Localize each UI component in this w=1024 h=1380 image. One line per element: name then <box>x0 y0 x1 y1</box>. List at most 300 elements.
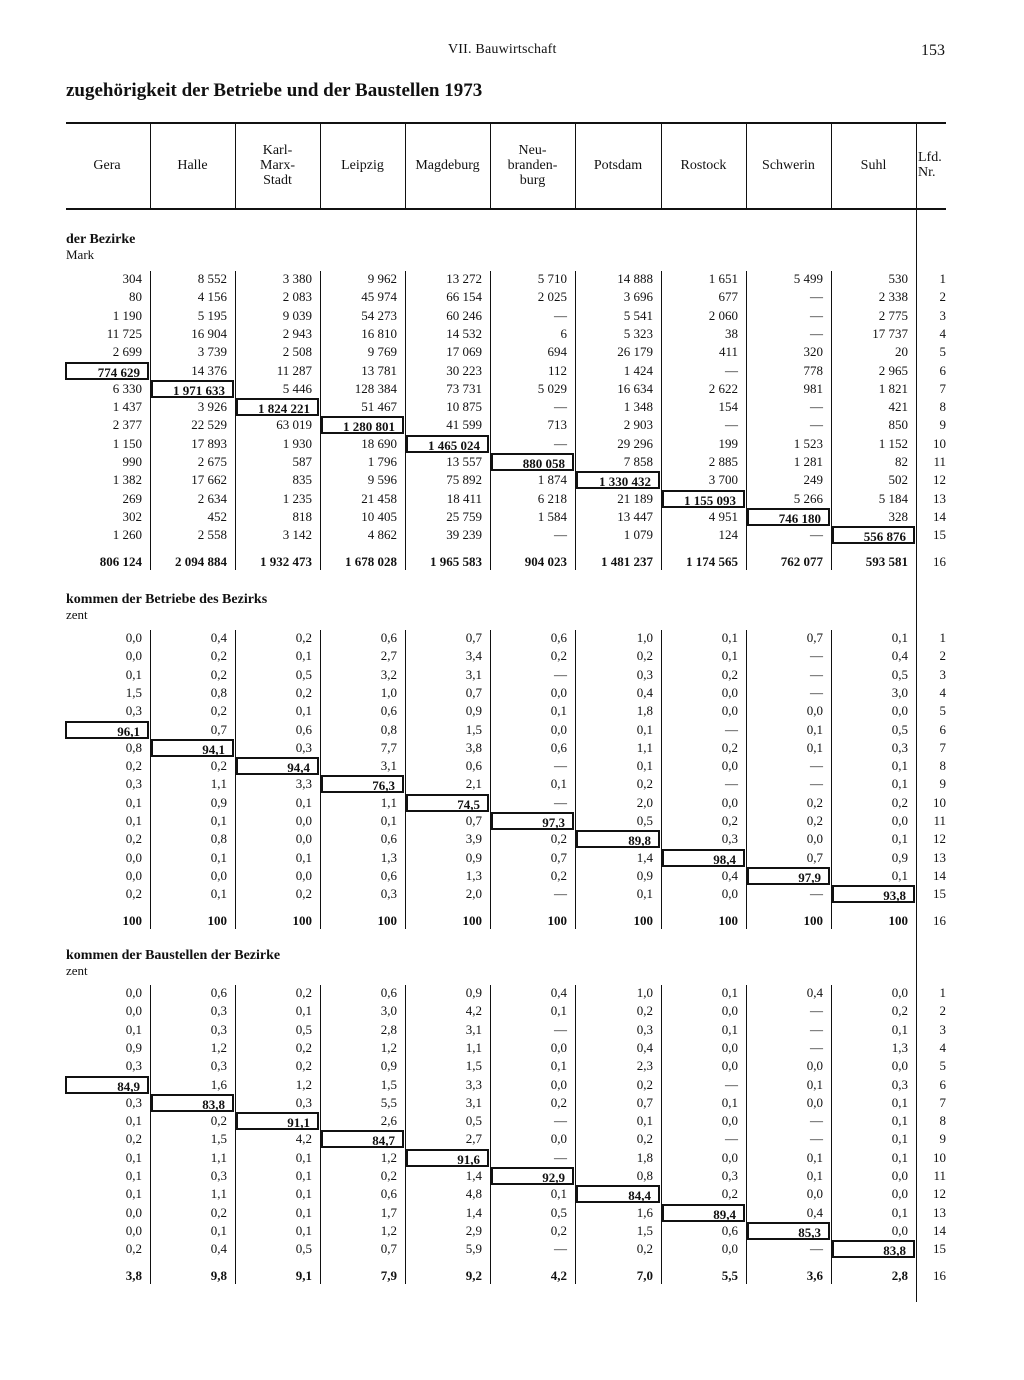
table-cell: 112 <box>547 362 567 378</box>
total-cell: 100 <box>547 912 567 928</box>
table-cell: 9 769 <box>367 344 397 360</box>
table-cell: 0,9 <box>210 794 227 810</box>
table-cell: 0,4 <box>636 684 653 700</box>
table-cell: 0,1 <box>125 1149 142 1165</box>
total-cell: 100 <box>888 912 908 928</box>
table-cell: 0,0 <box>550 684 567 700</box>
table-cell: 9 596 <box>367 472 397 488</box>
table-cell: 2 903 <box>623 417 653 433</box>
table-cell: 2,0 <box>465 886 482 902</box>
table-cell: 0,5 <box>891 721 908 737</box>
table-cell: 17 737 <box>872 325 908 341</box>
table-cell: 1 584 <box>537 508 567 524</box>
table-cell: 2,8 <box>380 1021 397 1037</box>
table-cell: 0,2 <box>295 684 312 700</box>
table-cell: 0,5 <box>465 1113 482 1129</box>
table-cell: 14 532 <box>446 325 482 341</box>
table-cell: 6 330 <box>112 380 142 396</box>
total-cell: 100 <box>718 912 738 928</box>
table-cell: 0,2 <box>295 1058 312 1074</box>
table-cell: 2,9 <box>465 1222 482 1238</box>
column-header-8: Schwerin <box>762 157 815 173</box>
table-cell: 1 079 <box>623 527 653 543</box>
row-number: 2 <box>939 289 946 305</box>
table-cell: 2 634 <box>197 490 227 506</box>
table-cell: 0,6 <box>380 831 397 847</box>
table-cell: 6 <box>560 325 567 341</box>
table-cell: 13 557 <box>446 454 482 469</box>
table-cell: 0,1 <box>380 813 397 828</box>
table-cell: 0,0 <box>721 794 738 810</box>
table-cell: 4,2 <box>295 1131 312 1147</box>
table-cell: 1,1 <box>465 1039 482 1055</box>
table-cell: — <box>810 1039 823 1055</box>
table-cell: 6 218 <box>537 490 567 506</box>
table-cell: 20 <box>895 344 908 360</box>
table-cell: 0,7 <box>465 630 482 645</box>
table-cell: — <box>554 1149 567 1165</box>
table-cell: 1,7 <box>380 1204 397 1220</box>
table-cell: 80 <box>129 289 142 305</box>
table-cell: 0,5 <box>295 666 312 682</box>
diagonal-value-cell: 84,9 <box>65 1076 149 1094</box>
table-cell: 3,0 <box>380 1003 397 1019</box>
table-cell: 0,2 <box>210 758 227 774</box>
table-cell: 154 <box>718 399 738 415</box>
table-cell: 0,1 <box>550 1003 567 1019</box>
table-cell: 2,0 <box>636 794 653 810</box>
diagonal-value-cell: 89,8 <box>576 830 660 848</box>
table-cell: 21 458 <box>361 490 397 506</box>
table-cell: 0,3 <box>295 739 312 755</box>
table-cell: 1,6 <box>636 1204 653 1220</box>
table-cell: 5 710 <box>537 271 567 286</box>
table-cell: 63 019 <box>276 417 312 433</box>
table-cell: 0,1 <box>550 776 567 792</box>
table-cell: — <box>725 417 738 433</box>
table-cell: 0,1 <box>295 1186 312 1202</box>
table-cell: 1 523 <box>793 435 823 451</box>
table-cell: 2 377 <box>112 417 142 433</box>
table-cell: 25 759 <box>446 508 482 524</box>
table-cell: 0,0 <box>125 1003 142 1019</box>
table-cell: 1 152 <box>878 435 908 451</box>
table-cell: — <box>554 886 567 902</box>
row-number: 12 <box>933 1186 946 1202</box>
table-cell: 0,0 <box>891 813 908 828</box>
table-cell: 0,0 <box>806 831 823 847</box>
table-cell: 0,1 <box>295 703 312 719</box>
diagonal-value-cell: 746 180 <box>747 508 830 526</box>
table-cell: 0,0 <box>806 703 823 719</box>
table-cell: 1 821 <box>878 380 908 396</box>
table-cell: — <box>725 1076 738 1092</box>
table-cell: 1,2 <box>295 1076 312 1092</box>
table-cell: 0,0 <box>721 1058 738 1074</box>
table-cell: 0,2 <box>636 1003 653 1019</box>
table-cell: 0,1 <box>721 1021 738 1037</box>
table-cell: 199 <box>718 435 738 451</box>
row-number: 10 <box>933 1149 946 1165</box>
table-cell: 0,1 <box>125 1168 142 1183</box>
total-cell: 3,6 <box>806 1267 823 1283</box>
table-cell: 0,0 <box>210 867 227 883</box>
table-cell: 0,2 <box>550 648 567 664</box>
row-number: 5 <box>939 1058 946 1074</box>
column-header-0: Gera <box>93 157 121 173</box>
table-cell: 0,1 <box>721 985 738 1000</box>
table-cell: 3 142 <box>282 527 312 543</box>
page-number: 153 <box>921 42 945 59</box>
table-cell: 990 <box>122 454 142 469</box>
table-cell: 17 069 <box>446 344 482 360</box>
table-cell: 0,3 <box>636 666 653 682</box>
table-cell: 0,1 <box>636 886 653 902</box>
table-cell: 0,4 <box>721 867 738 883</box>
table-cell: 0,2 <box>891 1003 908 1019</box>
column-header-5: Neu- branden- burg <box>507 142 558 188</box>
table-cell: 2 060 <box>708 307 738 323</box>
table-cell: 0,0 <box>125 1204 142 1220</box>
column-header-9: Suhl <box>860 157 887 173</box>
table-cell: 1,8 <box>636 703 653 719</box>
table-cell: 0,2 <box>210 1113 227 1129</box>
table-cell: 0,7 <box>550 849 567 865</box>
row-number: 6 <box>939 721 946 737</box>
row-number: 11 <box>933 813 946 828</box>
diagonal-value-cell: 89,4 <box>662 1204 745 1222</box>
table-cell: 0,3 <box>636 1021 653 1037</box>
table-cell: 4,2 <box>465 1003 482 1019</box>
table-cell: 0,2 <box>806 794 823 810</box>
table-cell: 0,0 <box>891 1058 908 1074</box>
table-cell: 0,3 <box>891 739 908 755</box>
table-cell: 0,2 <box>125 1241 142 1257</box>
table-cell: 1 382 <box>112 472 142 488</box>
table-cell: 82 <box>895 454 908 469</box>
table-cell: 0,0 <box>721 1241 738 1257</box>
table-cell: 2 083 <box>282 289 312 305</box>
table-cell: 3 739 <box>197 344 227 360</box>
table-cell: 13 272 <box>446 271 482 286</box>
table-cell: 41 599 <box>446 417 482 433</box>
table-cell: 3,4 <box>465 648 482 664</box>
table-cell: 2,6 <box>380 1113 397 1129</box>
lfd-separator <box>916 122 917 1302</box>
row-number: 12 <box>933 831 946 847</box>
table-cell: 3,1 <box>465 1094 482 1110</box>
total-cell: 806 124 <box>99 553 142 569</box>
table-cell: 0,9 <box>465 849 482 865</box>
diagonal-value-cell: 91,6 <box>406 1149 489 1167</box>
table-cell: 0,4 <box>550 985 567 1000</box>
table-cell: 1 281 <box>793 454 823 469</box>
table-cell: 0,9 <box>891 849 908 865</box>
table-cell: — <box>810 776 823 792</box>
diagonal-value-cell: 1 465 024 <box>406 435 489 453</box>
table-cell: 16 810 <box>361 325 397 341</box>
table-cell: 0,2 <box>380 1168 397 1183</box>
table-cell: 0,6 <box>380 1186 397 1202</box>
table-cell: 1 235 <box>282 490 312 506</box>
table-title: zugehörigkeit der Betriebe und der Baustellen 1973 <box>66 80 483 101</box>
diagonal-value-cell: 84,7 <box>321 1130 404 1148</box>
table-cell: 1,8 <box>636 1149 653 1165</box>
table-cell: 0,2 <box>125 758 142 774</box>
table-cell: — <box>554 307 567 323</box>
table-cell: — <box>810 417 823 433</box>
diagonal-value-cell: 83,8 <box>832 1240 915 1258</box>
table-cell: 0,3 <box>295 1094 312 1110</box>
table-cell: 128 384 <box>354 380 397 396</box>
total-cell: 1 481 237 <box>601 553 653 569</box>
table-cell: 0,0 <box>721 703 738 719</box>
table-cell: 0,0 <box>721 758 738 774</box>
table-cell: 5,5 <box>380 1094 397 1110</box>
table-cell: 75 892 <box>446 472 482 488</box>
table-cell: 304 <box>122 271 142 286</box>
row-number: 14 <box>933 867 946 883</box>
table-cell: 4 156 <box>197 289 227 305</box>
table-cell: 0,3 <box>125 703 142 719</box>
table-cell: 11 287 <box>276 362 312 378</box>
row-number: 1 <box>939 985 946 1000</box>
table-cell: 0,1 <box>806 1149 823 1165</box>
table-cell: 0,1 <box>295 648 312 664</box>
table-cell: 0,1 <box>295 1149 312 1165</box>
column-header-4: Magdeburg <box>415 157 480 173</box>
table-cell: 4,8 <box>465 1186 482 1202</box>
table-cell: 17 893 <box>191 435 227 451</box>
table-cell: — <box>554 1241 567 1257</box>
row-number: 6 <box>939 1076 946 1092</box>
row-number: 13 <box>933 849 946 865</box>
table-cell: 5 499 <box>793 271 823 286</box>
table-cell: 0,1 <box>550 1186 567 1202</box>
table-cell: 4 951 <box>708 508 738 524</box>
table-cell: 1,5 <box>636 1222 653 1238</box>
table-cell: 0,1 <box>891 1094 908 1110</box>
row-number: 6 <box>939 362 946 378</box>
table-cell: 0,8 <box>210 684 227 700</box>
table-cell: 421 <box>888 399 908 415</box>
table-cell: — <box>725 721 738 737</box>
table-cell: — <box>810 289 823 305</box>
table-cell: 1,0 <box>636 630 653 645</box>
table-cell: 3,1 <box>465 1021 482 1037</box>
table-cell: 1 796 <box>367 454 397 469</box>
table-cell: 26 179 <box>617 344 653 360</box>
table-cell: 0,0 <box>550 1131 567 1147</box>
table-cell: 0,2 <box>125 886 142 902</box>
row-number: 4 <box>939 684 946 700</box>
table-cell: — <box>810 1003 823 1019</box>
table-cell: 29 296 <box>617 435 653 451</box>
table-cell: 0,1 <box>891 831 908 847</box>
table-cell: 0,2 <box>721 666 738 682</box>
table-cell: 1,1 <box>210 776 227 792</box>
table-cell: 4 862 <box>367 527 397 543</box>
table-cell: 0,0 <box>295 813 312 828</box>
table-cell: 0,1 <box>891 1149 908 1165</box>
table-cell: 3 700 <box>708 472 738 488</box>
row-number: 10 <box>933 794 946 810</box>
table-cell: 124 <box>718 527 738 543</box>
table-cell: 18 690 <box>361 435 397 451</box>
row-number: 8 <box>939 1113 946 1129</box>
table-cell: 2 885 <box>708 454 738 469</box>
table-cell: 0,6 <box>380 867 397 883</box>
table-cell: 22 529 <box>191 417 227 433</box>
total-cell: 5,5 <box>721 1267 738 1283</box>
table-cell: 1,0 <box>380 684 397 700</box>
row-number: 7 <box>939 1094 946 1110</box>
row-number: 16 <box>933 553 946 569</box>
table-cell: — <box>554 1021 567 1037</box>
table-cell: 0,2 <box>721 813 738 828</box>
table-cell: 45 974 <box>361 289 397 305</box>
table-cell: 11 725 <box>106 325 142 341</box>
total-cell: 7,0 <box>636 1267 653 1283</box>
table-cell: 1 930 <box>282 435 312 451</box>
table-cell: 0,1 <box>295 1204 312 1220</box>
table-cell: 0,3 <box>210 1003 227 1019</box>
table-cell: 0,2 <box>636 1241 653 1257</box>
table-cell: 54 273 <box>361 307 397 323</box>
table-cell: 320 <box>803 344 823 360</box>
table-cell: 5 029 <box>537 380 567 396</box>
table-cell: — <box>810 758 823 774</box>
table-cell: 0,1 <box>891 1131 908 1147</box>
diagonal-value-cell: 97,9 <box>747 867 830 885</box>
table-cell: 0,2 <box>636 776 653 792</box>
table-cell: 0,4 <box>210 1241 227 1257</box>
row-number: 15 <box>933 527 946 543</box>
table-cell: 0,2 <box>550 831 567 847</box>
diagonal-value-cell: 1 155 093 <box>662 490 745 508</box>
table-cell: 0,2 <box>550 1222 567 1238</box>
column-header-7: Rostock <box>680 157 727 173</box>
section-title: der Bezirke <box>66 232 136 247</box>
table-cell: 0,0 <box>295 831 312 847</box>
table-cell: 5 323 <box>623 325 653 341</box>
diagonal-value-cell: 94,1 <box>151 739 234 757</box>
table-cell: — <box>554 666 567 682</box>
diagonal-value-cell: 1 971 633 <box>151 380 234 398</box>
total-cell: 3,8 <box>125 1267 142 1283</box>
table-cell: 0,0 <box>806 1094 823 1110</box>
table-cell: 0,8 <box>380 721 397 737</box>
table-cell: 0,0 <box>721 1113 738 1129</box>
table-cell: 0,1 <box>891 1204 908 1220</box>
table-cell: 0,5 <box>891 666 908 682</box>
table-cell: 0,1 <box>806 721 823 737</box>
table-cell: 2,1 <box>465 776 482 792</box>
table-cell: 328 <box>888 508 908 524</box>
table-cell: 0,7 <box>210 721 227 737</box>
table-cell: 0,1 <box>806 1168 823 1183</box>
column-header-3: Leipzig <box>341 157 384 173</box>
table-cell: 0,3 <box>125 1058 142 1074</box>
table-cell: 2,3 <box>636 1058 653 1074</box>
diagonal-value-cell: 91,1 <box>236 1112 319 1130</box>
table-cell: 0,1 <box>550 1058 567 1074</box>
table-cell: 1,3 <box>891 1039 908 1055</box>
table-cell: — <box>554 399 567 415</box>
table-cell: 10 875 <box>446 399 482 415</box>
table-cell: 587 <box>292 454 312 469</box>
table-cell: 0,2 <box>125 831 142 847</box>
table-cell: 1,1 <box>210 1149 227 1165</box>
table-cell: 850 <box>888 417 908 433</box>
table-cell: 1,4 <box>465 1168 482 1183</box>
diagonal-value-cell: 94,4 <box>236 757 319 775</box>
row-number: 4 <box>939 1039 946 1055</box>
row-number: 12 <box>933 472 946 488</box>
table-cell: 0,7 <box>465 684 482 700</box>
table-cell: 0,1 <box>636 758 653 774</box>
table-cell: — <box>810 307 823 323</box>
total-cell: 1 932 473 <box>260 553 312 569</box>
table-cell: 0,1 <box>210 1222 227 1238</box>
table-cell: 1,2 <box>380 1149 397 1165</box>
table-cell: — <box>810 886 823 902</box>
table-cell: 0,0 <box>891 703 908 719</box>
table-cell: 0,1 <box>636 721 653 737</box>
table-cell: 0,1 <box>891 776 908 792</box>
table-cell: — <box>810 648 823 664</box>
table-cell: 0,3 <box>891 1076 908 1092</box>
table-cell: 0,6 <box>380 703 397 719</box>
table-cell: 0,1 <box>210 886 227 902</box>
table-cell: 0,0 <box>125 630 142 645</box>
table-cell: 0,1 <box>636 1113 653 1129</box>
diagonal-value-cell: 85,3 <box>747 1222 830 1240</box>
table-cell: 3,3 <box>465 1076 482 1092</box>
table-cell: 0,4 <box>891 648 908 664</box>
table-cell: 0,1 <box>891 867 908 883</box>
table-cell: 5 541 <box>623 307 653 323</box>
table-cell: 0,9 <box>380 1058 397 1074</box>
total-cell: 100 <box>377 912 397 928</box>
table-cell: — <box>810 325 823 341</box>
table-cell: 0,0 <box>891 1168 908 1183</box>
total-cell: 1 174 565 <box>686 553 738 569</box>
total-cell: 1 965 583 <box>430 553 482 569</box>
row-number: 1 <box>939 630 946 645</box>
table-cell: 0,5 <box>550 1204 567 1220</box>
total-cell: 100 <box>462 912 482 928</box>
table-cell: 5,9 <box>465 1241 482 1257</box>
table-cell: 0,3 <box>210 1058 227 1074</box>
table-cell: 0,0 <box>295 867 312 883</box>
table-cell: 0,7 <box>806 849 823 865</box>
row-number: 5 <box>939 344 946 360</box>
table-cell: 0,9 <box>636 867 653 883</box>
column-header-1: Halle <box>177 157 208 173</box>
table-cell: 2 622 <box>708 380 738 396</box>
table-cell: 1,1 <box>210 1186 227 1202</box>
row-number: 11 <box>933 1168 946 1183</box>
table-cell: 3,8 <box>465 739 482 755</box>
table-cell: 981 <box>803 380 823 396</box>
table-cell: 0,0 <box>721 1003 738 1019</box>
diagonal-value-cell: 556 876 <box>832 526 915 544</box>
table-cell: 0,2 <box>806 813 823 828</box>
diagonal-value-cell: 76,3 <box>321 775 404 793</box>
column-header-lfd-nr: Lfd. Nr. <box>918 150 942 180</box>
total-cell: 100 <box>803 912 823 928</box>
